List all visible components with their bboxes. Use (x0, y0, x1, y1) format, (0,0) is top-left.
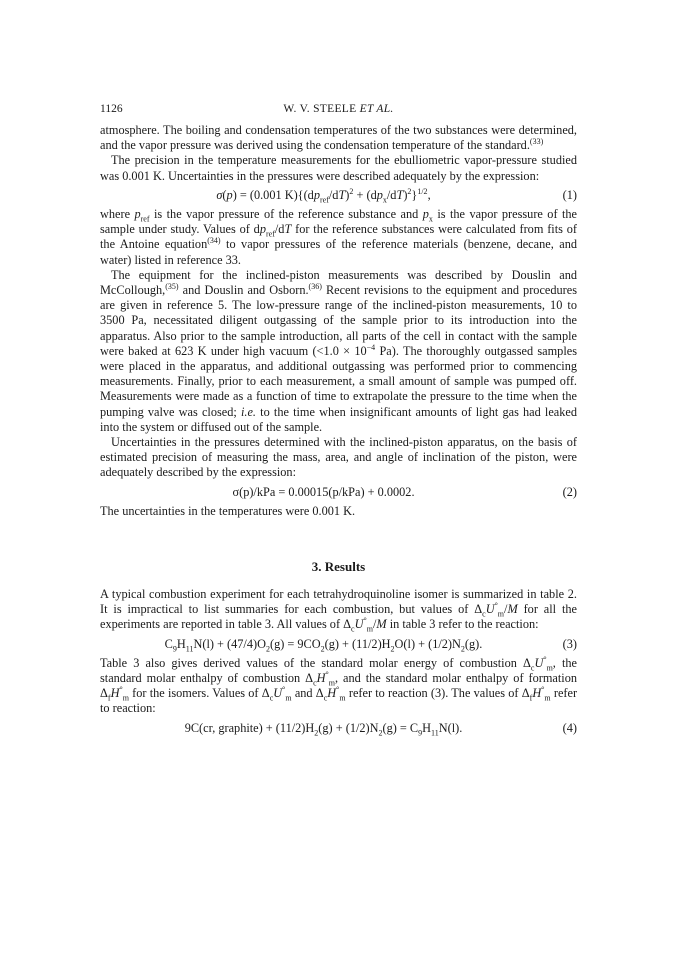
running-title-authors: W. V. STEELE (283, 103, 357, 115)
equation-1-expression: σ(p) = (0.001 $K)\{(dp_{ref}/dT)^2 + (dp_x/dT)^2\}^{1/2}$, (216, 186, 431, 205)
p8-text-c: and the standard molar enthalpy of formation (343, 671, 577, 686)
running-title-etal: ET AL. (359, 103, 394, 115)
paragraph-7: A typical combustion experiment for each tetrahydroquinoline isomer is summarized in table 2. It is impractical to list summaries for each combustion, but values of $\Delta_cU^\circ_m/M$ for all the experiments are reported in table 3. All values of $\Delta_cU^\circ_m/M$ in table 3 refer to the reaction: (100, 587, 577, 634)
equation-3-number: (3) (562, 636, 577, 651)
p3-text-d: to vapor pressures of the reference materials (benzene, decane, and water) listed in reference 33. (100, 237, 577, 267)
p4-exponent: −4 (366, 342, 376, 352)
p4-text-a: The equipment for the inclined-piston measurements was described by Douslin and McCollough, (100, 267, 577, 298)
equation-2-expression: σ(p)/kPa = 0.00015(p/kPa) + 0.0002. (232, 484, 415, 499)
paragraph-1 (100, 123, 577, 153)
paragraph-5: Uncertainties in the pressures determined with the inclined-piston apparatus, on the basis of estimated precision of measuring the mass, area, and angle of inclination of the piston, were adequately described by the expression: (100, 435, 577, 480)
p7-text-a: A typical combustion experiment for each tetrahydroquinoline isomer is summarized in table 2. It is impractical to list summaries for each combustion, but values of (100, 587, 577, 617)
page-number: 1126 (100, 103, 123, 115)
p4-text-e: to the time when insignificant amounts of light gas had leaked into the system or diffused out of the sample. (100, 404, 578, 434)
journal-page (100, 103, 577, 740)
citation-35: (35) (165, 281, 179, 291)
p8-text-g: refer to reaction: (100, 686, 578, 716)
section-heading-results: 3. Results (311, 559, 366, 575)
equation-3-expression: $C_9H_{11}N(l) + (47/4)O_2(g) = 9CO_2(g) + (11/2)H_2O(l) + (1/2)N_2(g)$. (164, 636, 483, 654)
p4-text-d: Pa). The thoroughly outgassed samples were placed in the apparatus, and additional outgassing was performed prior to commencing measurements. Finally, prior to each measurement, a small amount of sample was pumped off. Measurements were made as a function of time to extrapolate the pressure to the time when the pumping valve was closed; (100, 343, 577, 419)
p3-text-b: is the vapor pressure of the sample under study. Values of (100, 207, 578, 237)
running-title (100, 103, 577, 115)
p1-text: atmosphere. The boiling and condensation temperatures of the two substances were determined, and the vapor pressure was derived using the condensation temperature of the standard. (100, 123, 577, 153)
page-header (100, 103, 577, 123)
p8-text-a: Table 3 also gives derived values of the standard molar energy of combustion (100, 655, 517, 670)
paragraph-4 (100, 268, 577, 435)
paragraph-3: where $p_{ref}$ is the vapor pressure of the reference substance and $p_x$ is the vapor pressure of the sample under study. Values of $dp_{ref}/dT$ for the reference substances were calculated from fits of the Antoine equation$^{(34)}$ to vapor pressures of the reference materials (benzene, decane, and water) listed in reference 33. (100, 207, 578, 267)
p4-ie: i.e. (240, 404, 256, 419)
paragraph-2: The precision in the temperature measurements for the ebulliometric vapor-pressure studied was 0.001 K. Uncertainties in the pressures were described adequately by the expression: (100, 153, 577, 183)
equation-4 (100, 721, 577, 736)
equation-1 (100, 188, 577, 203)
equation-4-expression: 9C(cr, graphite) + $(11/2)H_2(g) + (1/2)N_2(g) = C_9H_{11}N(l)$. (184, 720, 463, 738)
equation-2-number: (2) (562, 484, 577, 499)
p4-text-b: and Douslin and Osborn. (182, 283, 309, 298)
p8-text-f: refer to reaction (3). The values of (348, 686, 519, 701)
p8-text-b: the standard molar enthalpy of combustion (100, 655, 577, 686)
citation-36: (36) (308, 281, 322, 291)
paragraph-8: Table 3 also gives derived values of the standard molar energy of combustion $\Delta_cU^\circ_m$, the standard molar enthalpy of combustion $\Delta_cH^\circ_m$, and the standard molar enthalpy of formation $\Delta_fH^\circ_m$ for the isomers. Values of $\Delta_cU^\circ_m$ and $\Delta_cH^\circ_m$ refer to reaction (3). The values of $\Delta_fH^\circ_m$ refer to reaction: (100, 654, 578, 716)
equation-4-number: (4) (562, 720, 577, 735)
equation-2 (100, 485, 577, 500)
p7-text-c: in table 3 refer to the reaction: (389, 617, 539, 632)
equation-1-number: (1) (562, 187, 577, 202)
p7-text-b: for all the experiments are reported in table 3. All values of (100, 602, 577, 632)
p4-text-c: Recent revisions to the equipment and procedures are given in reference 5. The low-pressure range of the inclined-piston measurements, 10 to 3500 Pa, necessitated diligent outgassing of the sample prior to its introduction into the apparatus. Also prior to the sample introduction, all parts of the cell in contact with the sample were baked at 623 K under high vacuum (<1.0 × 10 (100, 283, 577, 358)
paragraph-6: The uncertainties in the temperatures were 0.001 K. (100, 503, 356, 518)
equation-3 (100, 637, 577, 652)
citation-33: (33) (529, 137, 544, 147)
p8-text-e: and (294, 686, 313, 701)
p3-text-c: for the reference substances were calculated from fits of the Antoine equation (100, 222, 577, 252)
citation-34: (34) (207, 236, 221, 246)
p3-text-a: is the vapor pressure of the reference substance and (153, 207, 419, 221)
p8-text-d: for the isomers. Values of (132, 686, 259, 701)
